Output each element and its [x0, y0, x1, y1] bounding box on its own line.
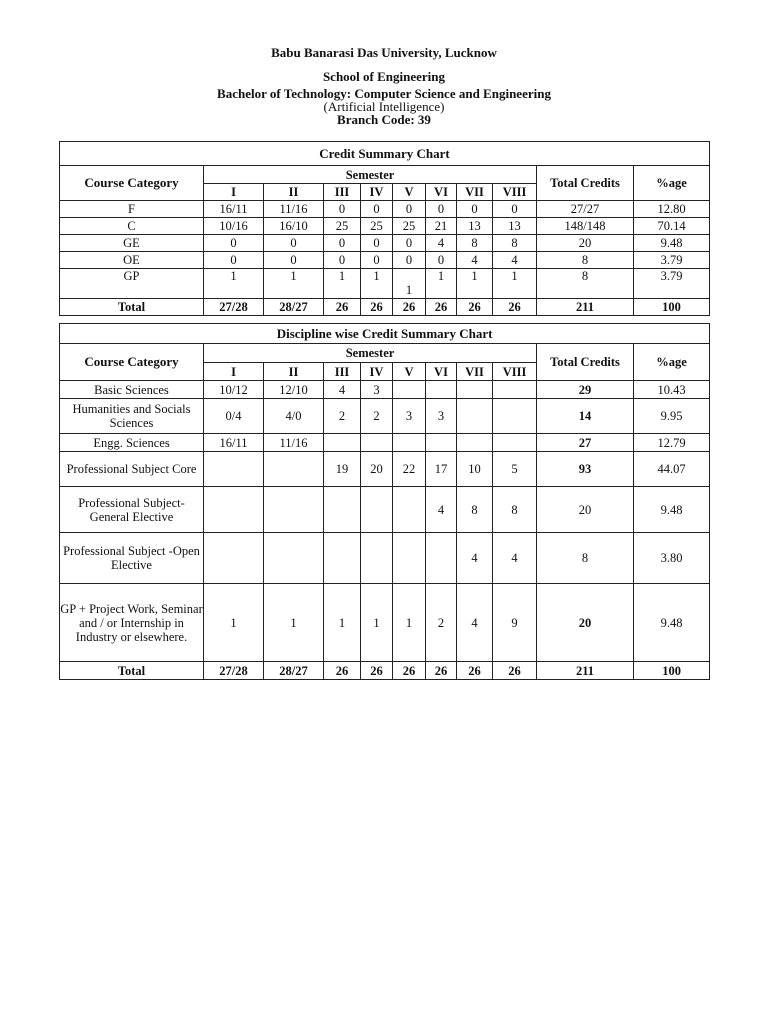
cell-value: 10: [457, 452, 493, 487]
cell-value: 16/10: [264, 218, 324, 235]
cell-value: 2: [361, 399, 393, 434]
discipline-summary-title: Discipline wise Credit Summary Chart: [60, 324, 710, 344]
cell-value: 0: [361, 235, 393, 252]
cell-total: 29: [537, 381, 634, 399]
table-row: [60, 381, 710, 399]
cell-value: [264, 487, 324, 533]
cell-value: 25: [324, 218, 361, 235]
semester-label: V: [393, 184, 426, 201]
cell-value: [204, 533, 264, 584]
cell-value: 25: [393, 218, 426, 235]
cell-value: 4: [426, 487, 457, 533]
cell-value: 4: [457, 252, 493, 269]
cell-value: 26: [361, 299, 393, 316]
row-category: F: [60, 201, 204, 218]
row-category: Basic Sciences: [60, 381, 204, 399]
cell-value: 26: [393, 299, 426, 316]
total-row: [60, 299, 710, 316]
cell-total: 211: [537, 299, 634, 316]
cell-value: 17: [426, 452, 457, 487]
cell-value: 26: [324, 299, 361, 316]
cell-value: [204, 452, 264, 487]
table-row: [60, 584, 710, 662]
cell-value: 16/11: [204, 201, 264, 218]
cell-value: [493, 381, 537, 399]
cell-value: 21: [426, 218, 457, 235]
cell-value: 1: [264, 269, 324, 299]
row-category: Professional Subject-General Elective: [60, 487, 204, 533]
semester-label: II: [264, 363, 324, 381]
program-name: Bachelor of Technology: Computer Science and Engineering: [217, 86, 551, 101]
cell-value: 1: [393, 584, 426, 662]
specialization: (Artificial Intelligence): [323, 99, 445, 114]
cell-value: 10/16: [204, 218, 264, 235]
cell-value: 0: [457, 201, 493, 218]
cell-value: [393, 381, 426, 399]
school-name: School of Engineering: [322, 69, 446, 84]
semester-label: I: [204, 363, 264, 381]
semester-label: III: [324, 184, 361, 201]
cell-value: 8: [493, 487, 537, 533]
cell-total: 14: [537, 399, 634, 434]
cell-value: 1: [324, 584, 361, 662]
total-label: Total: [60, 299, 204, 316]
cell-percentage: 12.80: [634, 201, 710, 218]
cell-value: [457, 434, 493, 452]
cell-percentage: 44.07: [634, 452, 710, 487]
table-row: [60, 218, 710, 235]
cell-value: [426, 533, 457, 584]
cell-total: 20: [537, 584, 634, 662]
cell-value: 1: [204, 584, 264, 662]
cell-value: 1: [426, 269, 457, 299]
semester-header: Semester: [204, 166, 537, 184]
cell-value: 1: [264, 584, 324, 662]
course-category-header: Course Category: [60, 166, 204, 201]
cell-value: 10/12: [204, 381, 264, 399]
cell-value: 1: [361, 269, 393, 299]
cell-value: 0: [393, 252, 426, 269]
cell-value: [493, 399, 537, 434]
cell-value: [361, 533, 393, 584]
credit-summary-title: Credit Summary Chart: [60, 142, 710, 166]
cell-value: 12/10: [264, 381, 324, 399]
cell-value: [361, 434, 393, 452]
cell-value: 4: [324, 381, 361, 399]
cell-total: 20: [537, 235, 634, 252]
row-category: GE: [60, 235, 204, 252]
cell-value: 26: [457, 299, 493, 316]
cell-value: 11/16: [264, 434, 324, 452]
university-name: Babu Banarasi Das University, Lucknow: [271, 45, 497, 60]
table-row: [60, 434, 710, 452]
cell-value: 3: [393, 399, 426, 434]
cell-value: [457, 381, 493, 399]
cell-value: 13: [457, 218, 493, 235]
course-category-header: Course Category: [60, 344, 204, 381]
cell-value: 0: [393, 201, 426, 218]
semester-label: II: [264, 184, 324, 201]
cell-value: 22: [393, 452, 426, 487]
semester-label: I: [204, 184, 264, 201]
cell-value: 0: [324, 235, 361, 252]
cell-percentage: 9.95: [634, 399, 710, 434]
cell-total: 8: [537, 269, 634, 299]
semester-label: VI: [426, 184, 457, 201]
cell-value: 26: [457, 662, 493, 680]
cell-percentage: 100: [634, 299, 710, 316]
cell-total: 27/27: [537, 201, 634, 218]
cell-value: 1: [204, 269, 264, 299]
cell-value: 16/11: [204, 434, 264, 452]
cell-value: 4: [426, 235, 457, 252]
table-row: [60, 252, 710, 269]
row-category: OE: [60, 252, 204, 269]
row-category: Humanities and Socials Sciences: [60, 399, 204, 434]
cell-percentage: 3.79: [634, 252, 710, 269]
semester-label: V: [393, 363, 426, 381]
cell-percentage: 3.79: [634, 269, 710, 299]
cell-total: 211: [537, 662, 634, 680]
cell-value: 2: [324, 399, 361, 434]
document-header: [0, 46, 768, 126]
cell-total: 20: [537, 487, 634, 533]
cell-value: [264, 452, 324, 487]
cell-percentage: 3.80: [634, 533, 710, 584]
cell-value: 0: [264, 235, 324, 252]
table-row: [60, 235, 710, 252]
cell-total: 8: [537, 252, 634, 269]
cell-value: [393, 487, 426, 533]
cell-total: 8: [537, 533, 634, 584]
cell-percentage: 70.14: [634, 218, 710, 235]
total-credits-header: Total Credits: [537, 166, 634, 201]
cell-value: [361, 487, 393, 533]
cell-value: 11/16: [264, 201, 324, 218]
table-row: [60, 452, 710, 487]
cell-value: 1: [493, 269, 537, 299]
total-row: [60, 662, 710, 680]
row-category: C: [60, 218, 204, 235]
row-category: Engg. Sciences: [60, 434, 204, 452]
semester-header: Semester: [204, 344, 537, 363]
table-row: [60, 533, 710, 584]
cell-value: 26: [393, 662, 426, 680]
cell-value: 3: [361, 381, 393, 399]
cell-value: 0/4: [204, 399, 264, 434]
cell-value: 0: [426, 201, 457, 218]
semester-label: VII: [457, 184, 493, 201]
cell-value: 4: [493, 252, 537, 269]
cell-value: 8: [457, 235, 493, 252]
cell-value: 26: [493, 299, 537, 316]
cell-value: 0: [324, 201, 361, 218]
cell-percentage: 10.43: [634, 381, 710, 399]
cell-value: [324, 487, 361, 533]
cell-value: 3: [426, 399, 457, 434]
cell-value: 0: [361, 201, 393, 218]
cell-value: 4: [457, 584, 493, 662]
cell-value: [426, 434, 457, 452]
cell-value: 8: [457, 487, 493, 533]
cell-value: 13: [493, 218, 537, 235]
cell-value: 8: [493, 235, 537, 252]
row-category: GP: [60, 269, 204, 299]
table-row: [60, 487, 710, 533]
cell-percentage: 9.48: [634, 487, 710, 533]
cell-value: 4/0: [264, 399, 324, 434]
cell-value: 26: [493, 662, 537, 680]
semester-label: IV: [361, 363, 393, 381]
cell-value: 0: [264, 252, 324, 269]
row-category: GP + Project Work, Seminar and / or Internship in Industry or elsewhere.: [60, 584, 204, 662]
cell-value: 26: [361, 662, 393, 680]
total-label: Total: [60, 662, 204, 680]
cell-value: 4: [493, 533, 537, 584]
percentage-header: %age: [634, 344, 710, 381]
cell-value: [264, 533, 324, 584]
cell-total: 27: [537, 434, 634, 452]
semester-label: VIII: [493, 184, 537, 201]
cell-value: 0: [393, 235, 426, 252]
semester-label: VII: [457, 363, 493, 381]
cell-value: 27/28: [204, 299, 264, 316]
cell-value: 4: [457, 533, 493, 584]
cell-value: 26: [426, 662, 457, 680]
cell-value: 1: [324, 269, 361, 299]
table-row: [60, 269, 710, 299]
cell-percentage: 12.79: [634, 434, 710, 452]
cell-percentage: 9.48: [634, 584, 710, 662]
semester-label: IV: [361, 184, 393, 201]
semester-label: VIII: [493, 363, 537, 381]
cell-value: 0: [204, 252, 264, 269]
cell-value: 1: [361, 584, 393, 662]
cell-value: [493, 434, 537, 452]
cell-value: 0: [361, 252, 393, 269]
table-row: [60, 201, 710, 218]
table-row: [60, 399, 710, 434]
row-category: Professional Subject Core: [60, 452, 204, 487]
cell-percentage: 100: [634, 662, 710, 680]
cell-value: 19: [324, 452, 361, 487]
cell-value: 25: [361, 218, 393, 235]
discipline-summary-table: [59, 323, 710, 680]
cell-value: 28/27: [264, 662, 324, 680]
cell-value: [204, 487, 264, 533]
cell-value: 27/28: [204, 662, 264, 680]
cell-total: 148/148: [537, 218, 634, 235]
cell-percentage: 9.48: [634, 235, 710, 252]
cell-value: 1: [457, 269, 493, 299]
cell-value: [324, 533, 361, 584]
row-category: Professional Subject -Open Elective: [60, 533, 204, 584]
cell-value: 0: [493, 201, 537, 218]
branch-code: Branch Code: 39: [337, 112, 431, 127]
cell-value: 20: [361, 452, 393, 487]
credit-summary-table: [59, 141, 710, 316]
cell-value: [457, 399, 493, 434]
cell-value: 0: [204, 235, 264, 252]
cell-total: 93: [537, 452, 634, 487]
cell-value: [393, 533, 426, 584]
percentage-header: %age: [634, 166, 710, 201]
cell-value: 2: [426, 584, 457, 662]
cell-value: 0: [426, 252, 457, 269]
cell-value: [426, 381, 457, 399]
cell-value: 0: [324, 252, 361, 269]
semester-label: VI: [426, 363, 457, 381]
cell-value: [393, 434, 426, 452]
cell-value: 5: [493, 452, 537, 487]
cell-value: 9: [493, 584, 537, 662]
total-credits-header: Total Credits: [537, 344, 634, 381]
semester-label: III: [324, 363, 361, 381]
cell-value: 1: [393, 269, 426, 299]
cell-value: [324, 434, 361, 452]
cell-value: 26: [324, 662, 361, 680]
cell-value: 28/27: [264, 299, 324, 316]
cell-value: 26: [426, 299, 457, 316]
